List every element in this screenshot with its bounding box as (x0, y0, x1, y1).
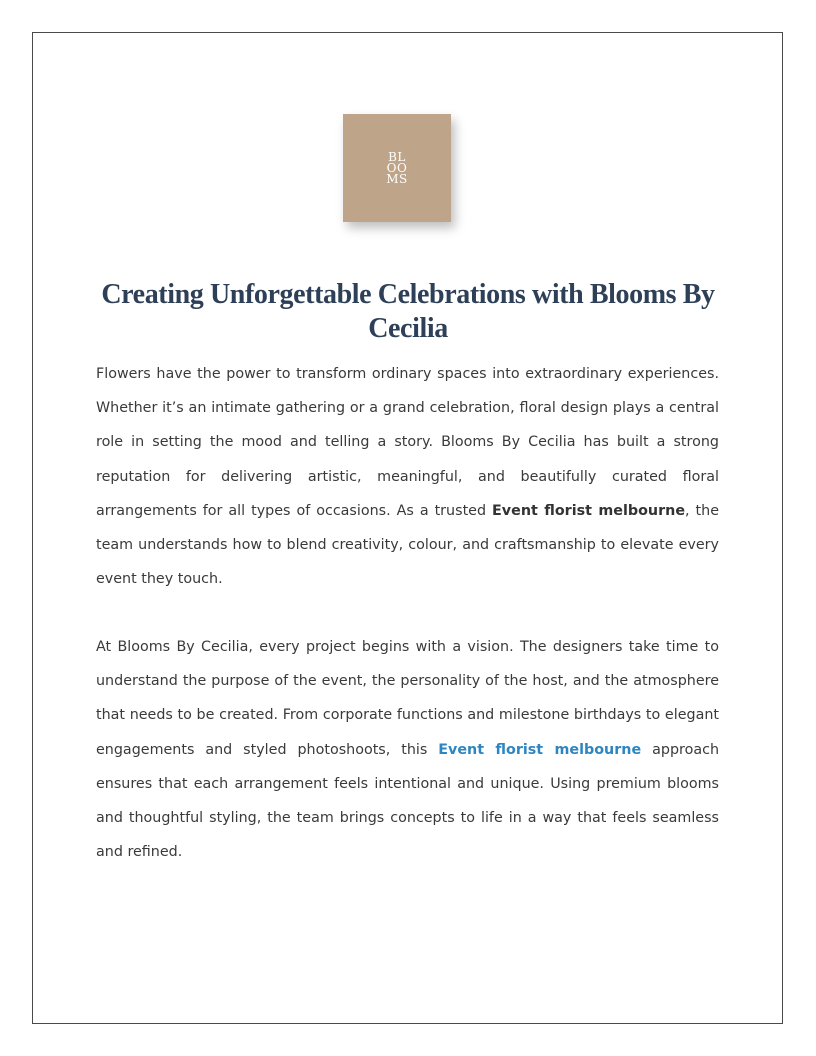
paragraph-1-text-before: Flowers have the power to transform ordinary spaces into extraordinary experiences. Whether it’s an intimate gathering or a grand celebration, floral design plays a central role in setting the mood and telling a story. Blooms By Cecilia has built a strong reputation for delivering artistic, meaningful, and beautifully curated floral arrangements for all types of occasions. As a trusted (96, 366, 719, 519)
page-title: Creating Unforgettable Celebrations with Blooms By Cecilia (101, 279, 715, 344)
paragraph-2-text-after: approach ensures that each arrangement feels intentional and unique. Using premium blooms and thoughtful styling, the team brings concepts to life in a way that feels seamless and refined. (96, 741, 720, 861)
paragraph-1-keyword: Event florist melbourne (492, 502, 686, 519)
logo-line-2: OO (386, 160, 408, 175)
paragraph-1-text-after: , the team understands how to blend creativity, colour, and craftsmanship to elevate every event they touch. (96, 502, 719, 588)
logo-line-1: BL (388, 149, 406, 164)
paragraph-2-text-before: At Blooms By Cecilia, every project begins with a vision. The designers take time to understand the purpose of the event, the personality of the host, and the atmosphere that needs to be created. From corporate functions and milestone birthdays to elegant engagements and styled photoshoots, this (96, 639, 719, 758)
event-florist-link[interactable]: Event florist melbourne (438, 741, 642, 758)
blooms-logo (343, 114, 451, 222)
paragraph-1 (96, 357, 719, 596)
paragraph-2 (96, 630, 719, 869)
logo-line-3: MS (386, 171, 408, 186)
